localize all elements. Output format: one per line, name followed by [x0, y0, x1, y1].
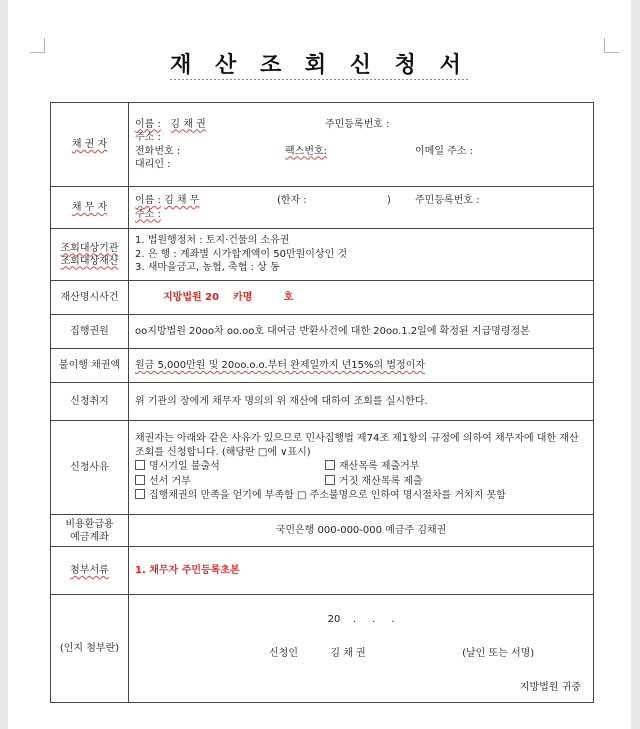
- debtor-name-label: 이름 :: [135, 195, 161, 206]
- purpose-label: 신청취지: [51, 383, 129, 421]
- reason-option-4[interactable]: 거짓 재산목록 제출: [325, 475, 535, 489]
- refund-account-label: 비용환급용 예금계좌: [51, 515, 129, 547]
- debtor-row: [51, 187, 594, 229]
- institutions-label: 조회대상기관 조회대상재산: [51, 229, 129, 281]
- debtor-info: [129, 187, 594, 229]
- execution-title-value: oo지방법원 20oo차 oo.oo호 대여금 반환사건에 대한 20oo.1.2일에 확정된 지급명령정본: [129, 315, 594, 349]
- creditor-name: 김 채 권: [170, 118, 206, 130]
- creditor-email-label: 이메일 주소 :: [415, 145, 474, 157]
- debtor-name: 김 채 무: [164, 195, 200, 206]
- reason-option-5[interactable]: 집행채권의 만족을 얻기에 부족함 □ 주소불명으로 인하여 명시절차를 거치지 못함: [135, 489, 535, 503]
- execution-title-row: [51, 315, 594, 349]
- creditor-agent-label: 대리인 :: [135, 159, 171, 170]
- signature-block: [129, 595, 594, 703]
- unpaid-amount-label: 불이행 채권액: [51, 349, 129, 383]
- unpaid-amount-value: 원금 5,000만원 및 20oo.o.o.부터 완제일까지 년15%의 법정이자: [129, 349, 594, 383]
- creditor-row: [51, 103, 594, 187]
- reason-option-3[interactable]: 선서 거부: [135, 475, 325, 489]
- reason-content: [129, 421, 594, 515]
- debtor-label: 채 무 자: [51, 187, 129, 229]
- checkbox-icon[interactable]: [135, 460, 145, 470]
- applicant-name: 김 채 권: [330, 648, 366, 659]
- checkbox-icon[interactable]: [325, 460, 335, 470]
- application-form-table: [50, 102, 594, 703]
- attachments-value: 1. 채무자 주민등록초본: [129, 547, 594, 595]
- purpose-row: [51, 383, 594, 421]
- reason-intro: 채권자는 아래와 같은 사유가 있으므로 민사집행법 제74조 제1항의 규정에 의하여 채무자에 대한 재산조회를 신청합니다. (해당란 □에 ∨표시): [135, 433, 579, 458]
- creditor-label: 채 권 자: [51, 103, 129, 187]
- application-date: 20 . . .: [327, 614, 395, 625]
- debtor-hanja-close: ): [387, 195, 391, 206]
- creditor-info: [129, 103, 594, 187]
- stamp-row: [51, 595, 594, 703]
- institution-item-1: 1. 법원행정처 : 토지·건물의 소유권: [135, 235, 290, 247]
- creditor-address-label: 주소 :: [135, 132, 161, 143]
- debtor-hanja-label: (한자 :: [277, 195, 307, 206]
- reason-option-2[interactable]: 재산목록 제출거부: [325, 460, 535, 474]
- reason-options: [135, 460, 587, 503]
- refund-account-value: 국민은행 000-000-000 예금주 김채권: [129, 515, 594, 547]
- checkbox-icon[interactable]: [135, 489, 145, 499]
- creditor-rrn-label: 주민등록번호 :: [325, 118, 390, 130]
- case-name-row: [51, 281, 594, 315]
- court-addressee: 지방법원 귀중: [519, 682, 581, 693]
- debtor-rrn-label: 주민등록번호 :: [415, 195, 480, 206]
- document-title: 재 산 조 회 신 청 서: [170, 52, 469, 78]
- institutions-list: [129, 229, 594, 281]
- creditor-name-label: 이름 :: [135, 118, 161, 130]
- debtor-address-label: 주소 :: [135, 208, 161, 220]
- reason-label: 신청사유: [51, 421, 129, 515]
- institutions-row: [51, 229, 594, 281]
- stamp-label: (인지 첨부란): [51, 595, 129, 703]
- checkbox-icon[interactable]: [135, 475, 145, 485]
- case-name-label: 재산명시사건: [51, 281, 129, 315]
- case-name-value: 지방법원 20 카명 호: [129, 281, 594, 315]
- attachments-row: [51, 547, 594, 595]
- applicant-label: 신청인: [269, 648, 298, 659]
- unpaid-amount-row: [51, 349, 594, 383]
- creditor-fax-label: 팩스번호:: [285, 145, 328, 157]
- execution-title-label: 집행권원: [51, 315, 129, 349]
- institution-item-3: 3. 새마을금고, 농협, 축협 : 상 동: [135, 262, 280, 274]
- reason-row: [51, 421, 594, 515]
- institution-item-2: 2. 은 행 : 계좌별 시가합계액이 50만원이상인 것: [135, 248, 348, 260]
- document-page: [8, 0, 631, 729]
- reason-option-1[interactable]: 명시기일 불출석: [135, 460, 325, 474]
- purpose-value: 위 기관의 장에게 채무자 명의의 위 재산에 대하여 조회를 실시한다.: [129, 383, 594, 421]
- attachments-label: 첨부서류: [51, 547, 129, 595]
- creditor-phone-label: 전화번호 :: [135, 145, 181, 157]
- seal-note: (날인 또는 서명): [462, 648, 535, 659]
- checkbox-icon[interactable]: [325, 475, 335, 485]
- refund-account-row: [51, 515, 594, 547]
